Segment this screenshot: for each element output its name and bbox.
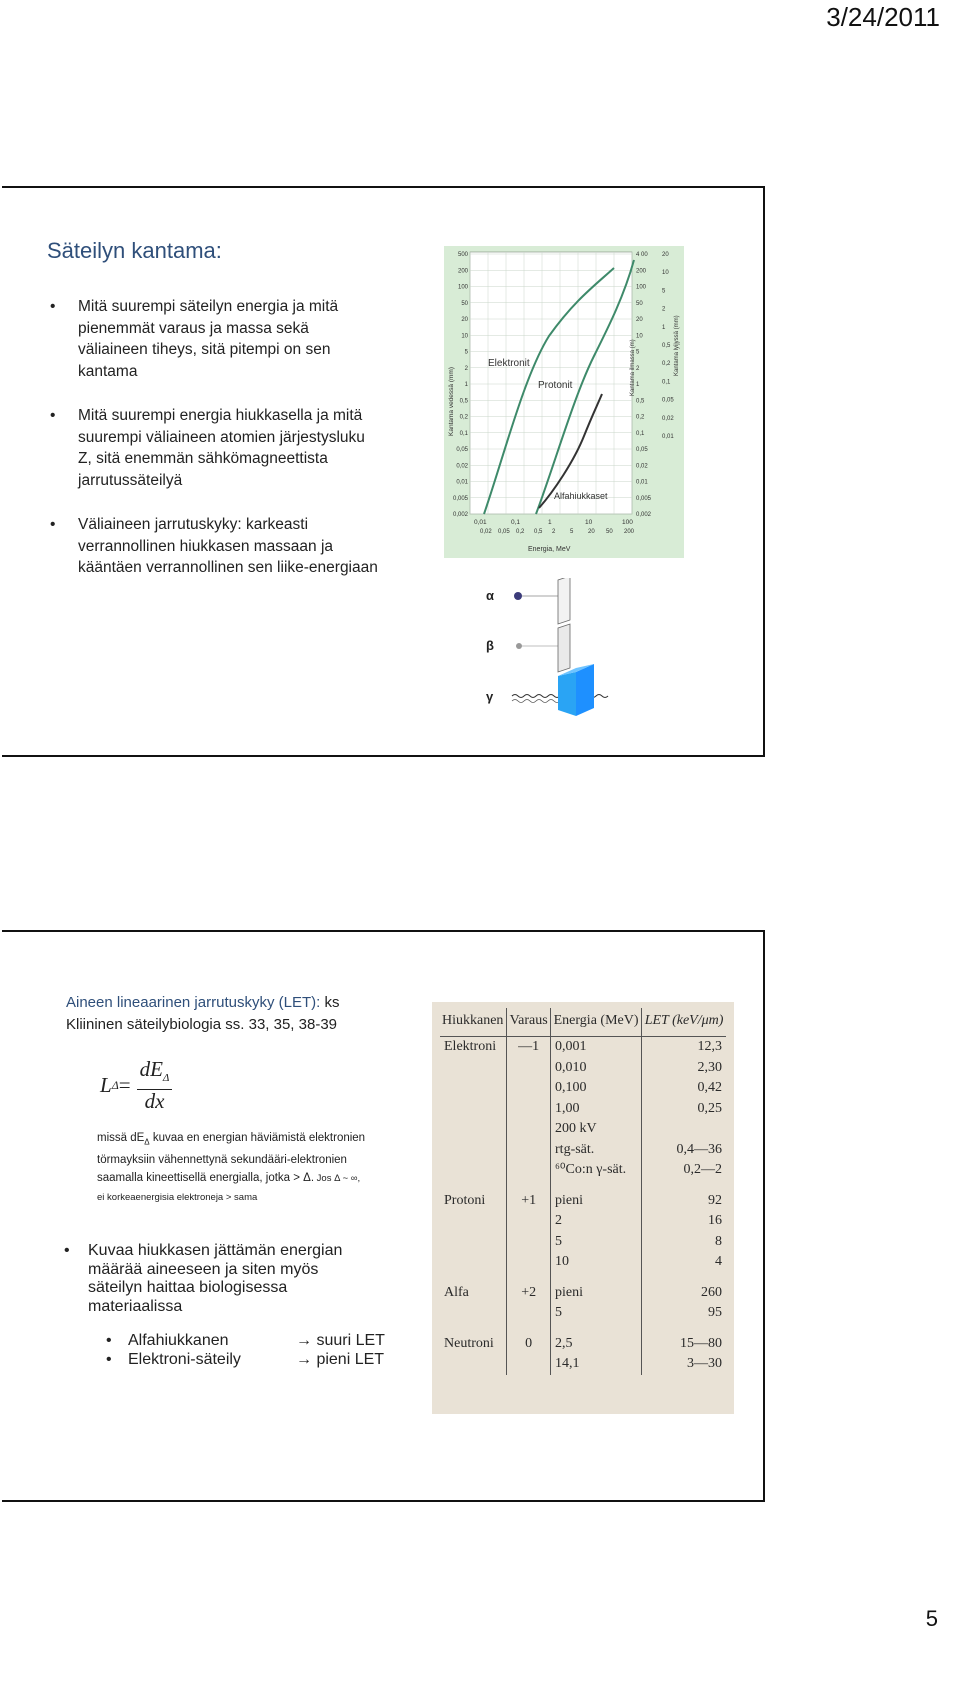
- let-reference: ks Kliininen säteilybiologia ss. 33, 35, 38-39: [66, 994, 340, 1033]
- tick-label: 0,005: [452, 495, 468, 502]
- tick-label: 20: [636, 317, 643, 323]
- table-cell: 15—80: [642, 1324, 726, 1355]
- table-row: [440, 1303, 726, 1324]
- let-formula: L Δ = $\frac{dE_\Delta}{dx}$: [100, 1058, 172, 1112]
- header-date: 3/24/2011: [826, 2, 940, 32]
- table-cell: 8: [642, 1232, 726, 1253]
- tick-label: 50: [461, 300, 468, 307]
- table-row: [440, 1354, 726, 1375]
- tick-label: 0,01: [662, 434, 674, 440]
- table-cell: [507, 1354, 551, 1375]
- tick-label: 2: [662, 306, 666, 313]
- beta-particle-icon: [516, 643, 522, 649]
- tick-label: 2: [636, 365, 640, 372]
- electron-label: Elektronit: [488, 358, 530, 369]
- tick-label: 0,2: [459, 414, 468, 421]
- tick-label: 0,5: [534, 529, 543, 535]
- tick-label: 0,005: [636, 495, 652, 502]
- table-cell: 0: [507, 1324, 551, 1355]
- tick-label: 0,05: [636, 447, 648, 453]
- table-row: [440, 1119, 726, 1140]
- tick-label: 2: [464, 365, 468, 372]
- tick-label: 0,05: [498, 529, 510, 535]
- tick-label: 1: [636, 382, 640, 388]
- gamma-symbol: γ: [486, 689, 494, 704]
- proton-label: Protonit: [538, 380, 573, 391]
- tick-label: 0,01: [456, 479, 468, 486]
- tick-label: 0,1: [662, 379, 671, 386]
- alpha-particle-icon: [514, 592, 522, 600]
- table-cell: [642, 1119, 726, 1140]
- tick-label: 4 00: [636, 252, 648, 258]
- table-cell: 0,010: [551, 1058, 642, 1079]
- tick-label: 10: [662, 270, 669, 277]
- y-axis-label-left: Kantama vedessä (mm): [448, 367, 455, 436]
- table-cell: pieni: [551, 1273, 642, 1304]
- table-cell: [507, 1252, 551, 1273]
- tick-label: 5: [570, 529, 574, 535]
- beta-symbol: β: [486, 638, 494, 653]
- page-number: 5: [925, 1606, 938, 1631]
- table-cell: 0,2—2: [642, 1160, 726, 1181]
- table-row: [440, 1099, 726, 1120]
- table-cell: [440, 1232, 507, 1253]
- tick-label: 100: [636, 284, 647, 291]
- table-row: [440, 1211, 726, 1232]
- table-cell: 5: [551, 1232, 642, 1253]
- list-item: • Mitä suurempi säteilyn energia ja mitä pienemmät varaus ja massa sekä väliaineen tiheys, sitä pitempi on sen kantama: [50, 296, 380, 382]
- table-cell: 92: [642, 1181, 726, 1212]
- let-heading: Aineen lineaarinen jarrutuskyky (LET):: [66, 994, 321, 1011]
- table-cell: [507, 1140, 551, 1161]
- tick-label: 2: [552, 529, 556, 535]
- table-cell: pieni: [551, 1181, 642, 1212]
- table-cell: [440, 1211, 507, 1232]
- table-cell: rtg-sät.: [551, 1140, 642, 1161]
- tick-label: 0,1: [459, 430, 468, 437]
- tick-label: 0,02: [662, 415, 674, 422]
- table-cell: [440, 1140, 507, 1161]
- paper-sheet-icon: [558, 578, 570, 624]
- table-row: [440, 1037, 726, 1058]
- table-cell: [440, 1303, 507, 1324]
- y-axis-label-tissue: Kantama lyijyssä (mm): [674, 315, 680, 376]
- table-cell: 0,100: [551, 1078, 642, 1099]
- table-cell: 2,30: [642, 1058, 726, 1079]
- table-cell: [507, 1160, 551, 1181]
- slide-2: [2, 930, 765, 1502]
- slide-1-title: Säteilyn kantama:: [47, 238, 222, 263]
- table-row: [440, 1252, 726, 1273]
- list-item: • Mitä suurempi energia hiukkasella ja mitä suurempi väliaineen atomien järjestysluku Z, sitä enemmän sähkömagneettista jarrutussäteilyä: [50, 405, 380, 491]
- tick-label: 0,02: [636, 463, 648, 470]
- table-cell: [440, 1160, 507, 1181]
- table-cell: 3—30: [642, 1354, 726, 1375]
- alpha-label: Alfahiukkaset: [554, 491, 608, 501]
- let-table: [432, 1002, 734, 1414]
- table-cell: +2: [507, 1273, 551, 1304]
- table-cell: 2: [551, 1211, 642, 1232]
- x-axis-label: Energia, MeV: [528, 546, 571, 553]
- tick-label: 0,002: [452, 512, 468, 518]
- table-header: Energia (MeV): [551, 1008, 642, 1037]
- tick-label: 0,5: [662, 343, 671, 349]
- table-cell: 12,3: [642, 1037, 726, 1058]
- list-item: • Väliaineen jarrutuskyky: karkeasti verrannollinen hiukkasen massaan ja kääntäen verrannollinen sen liike-energiaan: [50, 514, 380, 579]
- table-row: [440, 1058, 726, 1079]
- tick-label: 0,02: [480, 529, 492, 535]
- tick-label: 0,2: [636, 414, 645, 421]
- table-cell: [440, 1058, 507, 1079]
- table-cell: 2,5: [551, 1324, 642, 1355]
- table-cell: ⁶⁰Co:n γ-sät.: [551, 1160, 642, 1181]
- tick-label: 1: [662, 324, 666, 331]
- table-cell: Alfa: [444, 1284, 469, 1300]
- tick-label: 5: [662, 288, 666, 295]
- table-cell: 10: [551, 1252, 642, 1273]
- table-cell: 1,00: [551, 1099, 642, 1120]
- table-cell: 0,4—36: [642, 1140, 726, 1161]
- table-cell: [507, 1119, 551, 1140]
- tick-label: 0,05: [456, 447, 468, 453]
- formula-note: missä $dE_\Delta$ kuvaa en energian häviämistä elektronien törmayksiin vähennettynä sekundääri-elektronien saamalla kineettisellä energialla, jotka > Δ. Jos Δ ~ ∞, ei korkeaenergisia elektroneja > sama: [97, 1132, 366, 1204]
- table-cell: [507, 1303, 551, 1324]
- table-cell: [507, 1211, 551, 1232]
- table-cell: [440, 1099, 507, 1120]
- table-cell: 0,25: [642, 1099, 726, 1120]
- alpha-symbol: α: [486, 588, 494, 603]
- table-cell: +1: [507, 1181, 551, 1212]
- tick-label: 1: [464, 382, 468, 388]
- tick-label: 0,1: [636, 430, 645, 437]
- table-cell: 5: [551, 1303, 642, 1324]
- tick-label: 10: [585, 519, 593, 526]
- slide-2-heading: [66, 992, 386, 1036]
- tick-label: 50: [636, 300, 643, 307]
- table-row: [440, 1078, 726, 1099]
- y-axis-label-air: Kantama ilmassa (m): [630, 339, 636, 396]
- tick-label: 0,01: [474, 519, 487, 526]
- list-item: • Alfahiukkanen → suuri LET: [106, 1332, 406, 1351]
- table-cell: 0,42: [642, 1078, 726, 1099]
- table-cell: [440, 1252, 507, 1273]
- lead-block-front: [576, 664, 594, 716]
- tick-label: 200: [457, 268, 468, 275]
- table-cell: 95: [642, 1303, 726, 1324]
- table-cell: 14,1: [551, 1354, 642, 1375]
- penetration-figure: [482, 578, 632, 718]
- tick-label: 200: [624, 529, 635, 535]
- table-row: [440, 1232, 726, 1253]
- tick-label: 0,01: [636, 479, 648, 486]
- slide-1: [2, 186, 765, 757]
- table-cell: Protoni: [444, 1192, 486, 1208]
- table-row: [440, 1324, 726, 1355]
- table-cell: Neutroni: [444, 1335, 494, 1351]
- range-energy-chart: [444, 246, 684, 558]
- table-cell: 260: [642, 1273, 726, 1304]
- tick-label: 0,5: [636, 398, 645, 405]
- tick-label: 0,2: [516, 529, 525, 535]
- table-cell: [440, 1078, 507, 1099]
- tick-label: 50: [606, 529, 613, 535]
- table-cell: [507, 1232, 551, 1253]
- tick-label: 10: [636, 333, 643, 340]
- tick-label: 200: [636, 268, 647, 275]
- tick-label: 100: [457, 284, 468, 291]
- tick-label: 10: [461, 333, 468, 340]
- table-cell: 0,001: [551, 1037, 642, 1058]
- tick-label: 1: [548, 519, 552, 526]
- table-header: Varaus: [507, 1008, 551, 1037]
- slide-2-subbullet-list: [106, 1332, 406, 1369]
- table-cell: 200 kV: [551, 1119, 642, 1140]
- tick-label: 0,05: [662, 397, 674, 404]
- tick-label: 0,2: [662, 361, 671, 368]
- table-cell: Elektroni: [444, 1039, 497, 1054]
- table-cell: [507, 1078, 551, 1099]
- tick-label: 0,1: [511, 519, 521, 526]
- list-item: • Elektroni-säteily → pieni LET: [106, 1351, 406, 1370]
- tick-label: 5: [636, 349, 640, 356]
- tick-label: 0,002: [636, 512, 652, 518]
- tick-label: 20: [588, 529, 595, 535]
- tick-label: 20: [461, 317, 468, 323]
- table-cell: [507, 1058, 551, 1079]
- table-row: [440, 1140, 726, 1161]
- table-row: [440, 1273, 726, 1304]
- table-cell: [440, 1354, 507, 1375]
- slide-2-bullet-list: [64, 1242, 364, 1316]
- slide-1-bullet-list: [50, 296, 380, 602]
- tick-label: 0,02: [456, 463, 468, 470]
- table-cell: —1: [507, 1037, 551, 1058]
- aluminium-sheet-icon: [558, 624, 570, 672]
- table-cell: [440, 1119, 507, 1140]
- tick-label: 20: [662, 252, 669, 258]
- tick-label: 100: [622, 519, 633, 526]
- tick-label: 500: [457, 252, 468, 258]
- table-cell: 4: [642, 1252, 726, 1273]
- tick-label: 0,5: [459, 398, 468, 405]
- table-cell: [507, 1099, 551, 1120]
- table-header: LET (keV/μm): [642, 1008, 726, 1037]
- table-row: [440, 1181, 726, 1212]
- table-row: [440, 1160, 726, 1181]
- tick-label: 5: [464, 349, 468, 356]
- table-header: Hiukkanen: [440, 1008, 507, 1037]
- table-cell: 16: [642, 1211, 726, 1232]
- list-item: • Kuvaa hiukkasen jättämän energian määrää aineeseen ja siten myös säteilyn haittaa biologisessa materiaalissa: [64, 1242, 364, 1316]
